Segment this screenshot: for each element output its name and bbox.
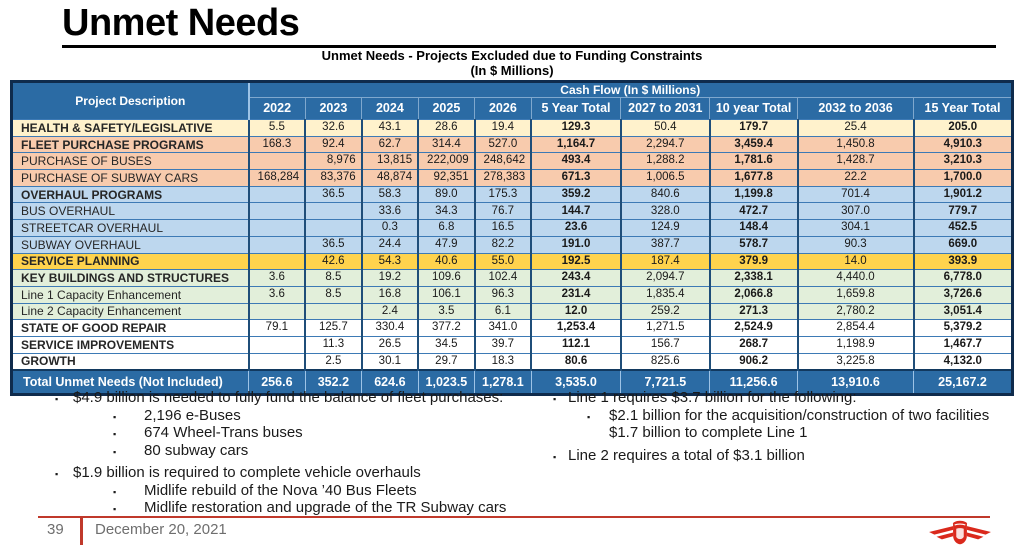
cell-value: 5.5 xyxy=(249,120,306,137)
cell-value: 58.3 xyxy=(362,186,419,203)
column-header: 2026 xyxy=(475,98,532,120)
row-label: Line 2 Capacity Enhancement xyxy=(12,303,249,320)
cell-value: 1,199.8 xyxy=(710,186,798,203)
cell-value xyxy=(249,303,306,320)
cell-value: 1,023.5 xyxy=(418,370,475,395)
cell-value: 377.2 xyxy=(418,320,475,337)
cell-value: 16.5 xyxy=(475,220,532,237)
cell-value: 2,094.7 xyxy=(621,270,710,287)
table-row xyxy=(12,220,1013,237)
table-row xyxy=(12,236,1013,253)
cell-value: 2,524.9 xyxy=(710,320,798,337)
cell-value: 26.5 xyxy=(362,336,419,353)
cell-value: 387.7 xyxy=(621,236,710,253)
cell-value: 6.8 xyxy=(418,220,475,237)
cell-value: 47.9 xyxy=(418,236,475,253)
cell-value: 14.0 xyxy=(798,253,914,270)
cell-value: 106.1 xyxy=(418,286,475,303)
footer-separator-bar xyxy=(80,518,83,545)
cell-value: 92,351 xyxy=(418,170,475,187)
bullet-text: $1.7 billion to complete Line 1 xyxy=(609,424,808,441)
bullet-marker-icon: ▪ xyxy=(587,411,591,422)
cell-value: 3,225.8 xyxy=(798,353,914,370)
bullet-text: 2,196 e-Buses xyxy=(144,406,241,424)
cell-value: 268.7 xyxy=(710,336,798,353)
bullet-text: Line 1 requires $3.7 billion for the following: xyxy=(568,389,857,406)
table-header-row-top xyxy=(12,82,1013,98)
cell-value: 278,383 xyxy=(475,170,532,187)
cell-value: 5,379.2 xyxy=(914,320,1013,337)
cell-value: 156.7 xyxy=(621,336,710,353)
cell-value: 80.6 xyxy=(531,353,621,370)
cell-value xyxy=(249,153,306,170)
cell-value: 29.7 xyxy=(418,353,475,370)
cell-value xyxy=(249,353,306,370)
cell-value: 3,210.3 xyxy=(914,153,1013,170)
cell-value: 243.4 xyxy=(531,270,621,287)
bullet-item xyxy=(45,443,535,461)
cell-value: 124.9 xyxy=(621,220,710,237)
cell-value: 187.4 xyxy=(621,253,710,270)
cell-value: 175.3 xyxy=(475,186,532,203)
cell-value: 42.6 xyxy=(305,253,362,270)
cell-value: 527.0 xyxy=(475,136,532,153)
cell-value: 256.6 xyxy=(249,370,306,395)
cell-value: 11.3 xyxy=(305,336,362,353)
cell-value: 3.5 xyxy=(418,303,475,320)
bullet-marker-icon: ▪ xyxy=(55,394,59,404)
cell-value: 25,167.2 xyxy=(914,370,1013,395)
bullet-marker-icon: ▪ xyxy=(113,446,117,457)
bullet-item xyxy=(45,483,535,501)
cell-value: 79.1 xyxy=(249,320,306,337)
cell-value: 19.4 xyxy=(475,120,532,137)
table-caption: Unmet Needs - Projects Excluded due to Funding Constraints xyxy=(321,48,703,63)
bullet-text: Midlife restoration and upgrade of the TR Subway cars xyxy=(144,499,507,516)
cell-value xyxy=(249,186,306,203)
bullet-marker-icon: ▪ xyxy=(55,469,59,479)
cell-value: 192.5 xyxy=(531,253,621,270)
cell-value: 23.6 xyxy=(531,220,621,237)
cell-value: 2.4 xyxy=(362,303,419,320)
cell-value: 1,781.6 xyxy=(710,153,798,170)
cell-value: 89.0 xyxy=(418,186,475,203)
cell-value: 2,854.4 xyxy=(798,320,914,337)
cell-value: 48,874 xyxy=(362,170,419,187)
cell-value: 393.9 xyxy=(914,253,1013,270)
row-label: SERVICE IMPROVEMENTS xyxy=(12,336,249,353)
cell-value: 191.0 xyxy=(531,236,621,253)
cell-value: 1,278.1 xyxy=(475,370,532,395)
cell-value: 671.3 xyxy=(531,170,621,187)
cell-value: 148.4 xyxy=(710,220,798,237)
cell-value: 13,910.6 xyxy=(798,370,914,395)
cell-value: 4,440.0 xyxy=(798,270,914,287)
cell-value: 32.6 xyxy=(305,120,362,137)
bullet-marker-icon: ▪ xyxy=(553,394,557,404)
table-row xyxy=(12,286,1013,303)
bullet-list-right xyxy=(545,385,1020,465)
cell-value: 76.7 xyxy=(475,203,532,220)
cell-value: 12.0 xyxy=(531,303,621,320)
cell-value: 33.6 xyxy=(362,203,419,220)
cell-value: 701.4 xyxy=(798,186,914,203)
cell-value: 40.6 xyxy=(418,253,475,270)
bullet-text: $1.9 billion is required to complete vehicle overhauls xyxy=(73,464,421,481)
column-header: 2032 to 2036 xyxy=(798,98,914,120)
cell-value xyxy=(305,303,362,320)
cell-value xyxy=(249,253,306,270)
cell-value xyxy=(249,203,306,220)
bullet-item xyxy=(45,465,535,483)
column-header: 2022 xyxy=(249,98,306,120)
ttc-logo-icon xyxy=(928,519,992,546)
cell-value: 1,288.2 xyxy=(621,153,710,170)
cell-value: 3.6 xyxy=(249,286,306,303)
cell-value: 1,467.7 xyxy=(914,336,1013,353)
cell-value: 0.3 xyxy=(362,220,419,237)
cell-value: 624.6 xyxy=(362,370,419,395)
cell-value: 22.2 xyxy=(798,170,914,187)
cell-value: 28.6 xyxy=(418,120,475,137)
table-row xyxy=(12,136,1013,153)
cell-value: 36.5 xyxy=(305,186,362,203)
cell-value: 3,051.4 xyxy=(914,303,1013,320)
cell-value: 352.2 xyxy=(305,370,362,395)
cell-value: 259.2 xyxy=(621,303,710,320)
page-title: Unmet Needs xyxy=(62,2,300,44)
page-number: 39 xyxy=(47,521,64,538)
cell-value: 330.4 xyxy=(362,320,419,337)
bullet-marker-icon: ▪ xyxy=(113,429,117,439)
table-row xyxy=(12,320,1013,337)
bullet-text: $2.1 billion for the acquisition/construction of two facilities xyxy=(609,406,990,424)
cell-value: 493.4 xyxy=(531,153,621,170)
column-header: 2024 xyxy=(362,98,419,120)
cell-value: 90.3 xyxy=(798,236,914,253)
cell-value: 6,778.0 xyxy=(914,270,1013,287)
cell-value: 1,253.4 xyxy=(531,320,621,337)
cell-value: 39.7 xyxy=(475,336,532,353)
bullet-marker-icon: ▪ xyxy=(113,411,117,422)
cell-value: 359.2 xyxy=(531,186,621,203)
cell-value: 304.1 xyxy=(798,220,914,237)
cell-value: 83,376 xyxy=(305,170,362,187)
cell-value: 168.3 xyxy=(249,136,306,153)
table-body xyxy=(12,120,1013,395)
cell-value xyxy=(249,236,306,253)
table-row xyxy=(12,353,1013,370)
row-label: Line 1 Capacity Enhancement xyxy=(12,286,249,303)
bullet-text: 674 Wheel-Trans buses xyxy=(144,424,303,441)
unmet-needs-table-wrap xyxy=(10,80,1014,396)
table-row xyxy=(12,120,1013,137)
table-row xyxy=(12,203,1013,220)
cell-value: 779.7 xyxy=(914,203,1013,220)
cell-value: 341.0 xyxy=(475,320,532,337)
table-row xyxy=(12,303,1013,320)
cell-value: 1,164.7 xyxy=(531,136,621,153)
cell-value: 96.3 xyxy=(475,286,532,303)
cell-value: 1,428.7 xyxy=(798,153,914,170)
bullet-marker-icon: ▪ xyxy=(553,451,557,462)
cell-value: 840.6 xyxy=(621,186,710,203)
bullet-text: 80 subway cars xyxy=(144,441,249,459)
cell-value: 109.6 xyxy=(418,270,475,287)
cell-value: 92.4 xyxy=(305,136,362,153)
cell-value: 1,450.8 xyxy=(798,136,914,153)
cell-value: 54.3 xyxy=(362,253,419,270)
bullet-marker-icon: ▪ xyxy=(113,504,117,514)
cell-value xyxy=(249,336,306,353)
cell-value: 4,910.3 xyxy=(914,136,1013,153)
bullet-item xyxy=(45,500,535,518)
row-label: OVERHAUL PROGRAMS xyxy=(12,186,249,203)
cell-value: 62.7 xyxy=(362,136,419,153)
cell-value: 2.5 xyxy=(305,353,362,370)
cell-value: 472.7 xyxy=(710,203,798,220)
cell-value: 36.5 xyxy=(305,236,362,253)
column-header: 10 year Total xyxy=(710,98,798,120)
row-label: SERVICE PLANNING xyxy=(12,253,249,270)
cell-value: 1,700.0 xyxy=(914,170,1013,187)
footer-divider-line xyxy=(38,516,990,518)
row-label: PURCHASE OF SUBWAY CARS xyxy=(12,170,249,187)
cell-value xyxy=(305,203,362,220)
cell-value: 6.1 xyxy=(475,303,532,320)
bullet-marker-icon: ▪ xyxy=(113,486,117,497)
cell-value: 30.1 xyxy=(362,353,419,370)
cell-value: 1,835.4 xyxy=(621,286,710,303)
cell-value xyxy=(305,220,362,237)
unmet-needs-table xyxy=(10,80,1014,396)
column-header-cash-flow: Cash Flow (In $ Millions) xyxy=(249,82,1013,98)
cell-value: 825.6 xyxy=(621,353,710,370)
bullet-item xyxy=(45,425,535,443)
row-label: SUBWAY OVERHAUL xyxy=(12,236,249,253)
table-row xyxy=(12,170,1013,187)
cell-value: 328.0 xyxy=(621,203,710,220)
bullet-item xyxy=(545,448,1020,466)
cell-value: 112.1 xyxy=(531,336,621,353)
cell-value: 7,721.5 xyxy=(621,370,710,395)
bullet-item xyxy=(545,390,1020,408)
table-row xyxy=(12,186,1013,203)
cell-value: 1,677.8 xyxy=(710,170,798,187)
cell-value: 307.0 xyxy=(798,203,914,220)
cell-value: 1,198.9 xyxy=(798,336,914,353)
cell-value: 25.4 xyxy=(798,120,914,137)
cell-value xyxy=(249,220,306,237)
cell-value: 129.3 xyxy=(531,120,621,137)
cell-value: 4,132.0 xyxy=(914,353,1013,370)
cell-value: 24.4 xyxy=(362,236,419,253)
row-label: FLEET PURCHASE PROGRAMS xyxy=(12,136,249,153)
row-label: KEY BUILDINGS AND STRUCTURES xyxy=(12,270,249,287)
cell-value: 271.3 xyxy=(710,303,798,320)
cell-value: 179.7 xyxy=(710,120,798,137)
row-label: STREETCAR OVERHAUL xyxy=(12,220,249,237)
cell-value: 669.0 xyxy=(914,236,1013,253)
cell-value: 248,642 xyxy=(475,153,532,170)
cell-value: 16.8 xyxy=(362,286,419,303)
table-row xyxy=(12,270,1013,287)
table-caption-units: (In $ Millions) xyxy=(470,63,554,78)
cell-value: 3,726.6 xyxy=(914,286,1013,303)
row-label: STATE OF GOOD REPAIR xyxy=(12,320,249,337)
cell-value: 19.2 xyxy=(362,270,419,287)
table-row xyxy=(12,253,1013,270)
row-label: Total Unmet Needs (Not Included) xyxy=(12,370,249,395)
cell-value: 102.4 xyxy=(475,270,532,287)
cell-value: 314.4 xyxy=(418,136,475,153)
cell-value: 50.4 xyxy=(621,120,710,137)
row-label: HEALTH & SAFETY/LEGISLATIVE xyxy=(12,120,249,137)
column-header: 2027 to 2031 xyxy=(621,98,710,120)
footer-date: December 20, 2021 xyxy=(95,521,227,538)
table-row xyxy=(12,336,1013,353)
cell-value: 8.5 xyxy=(305,286,362,303)
bullet-text: $4.9 billion is needed to fully fund the balance of fleet purchases: xyxy=(73,389,504,406)
cell-value: 34.3 xyxy=(418,203,475,220)
row-label: PURCHASE OF BUSES xyxy=(12,153,249,170)
bullet-list-left xyxy=(45,385,535,518)
cell-value: 11,256.6 xyxy=(710,370,798,395)
cell-value: 222,009 xyxy=(418,153,475,170)
cell-value: 1,659.8 xyxy=(798,286,914,303)
cell-value: 2,294.7 xyxy=(621,136,710,153)
column-header: 5 Year Total xyxy=(531,98,621,120)
cell-value: 125.7 xyxy=(305,320,362,337)
bullet-text: Midlife rebuild of the Nova ’40 Bus Fleets xyxy=(144,481,417,499)
column-header: 15 Year Total xyxy=(914,98,1013,120)
cell-value: 1,271.5 xyxy=(621,320,710,337)
cell-value: 3,459.4 xyxy=(710,136,798,153)
cell-value: 906.2 xyxy=(710,353,798,370)
row-label: GROWTH xyxy=(12,353,249,370)
column-header: 2025 xyxy=(418,98,475,120)
bullet-item xyxy=(545,408,1020,426)
cell-value: 144.7 xyxy=(531,203,621,220)
bullet-text: Line 2 requires a total of $3.1 billion xyxy=(568,446,805,464)
table-row xyxy=(12,153,1013,170)
cell-value: 205.0 xyxy=(914,120,1013,137)
cell-value: 2,780.2 xyxy=(798,303,914,320)
cell-value: 13,815 xyxy=(362,153,419,170)
bullet-item xyxy=(45,390,535,408)
cell-value: 8,976 xyxy=(305,153,362,170)
cell-value: 231.4 xyxy=(531,286,621,303)
row-label: BUS OVERHAUL xyxy=(12,203,249,220)
cell-value: 578.7 xyxy=(710,236,798,253)
cell-value: 43.1 xyxy=(362,120,419,137)
cell-value: 2,066.8 xyxy=(710,286,798,303)
bullet-item xyxy=(45,408,535,426)
cell-value: 168,284 xyxy=(249,170,306,187)
cell-value: 1,901.2 xyxy=(914,186,1013,203)
cell-value: 2,338.1 xyxy=(710,270,798,287)
cell-value: 82.2 xyxy=(475,236,532,253)
column-header-project-description: Project Description xyxy=(12,82,249,120)
cell-value: 34.5 xyxy=(418,336,475,353)
cell-value: 8.5 xyxy=(305,270,362,287)
cell-value: 3.6 xyxy=(249,270,306,287)
bullet-item xyxy=(545,425,1020,443)
cell-value: 379.9 xyxy=(710,253,798,270)
cell-value: 55.0 xyxy=(475,253,532,270)
cell-value: 3,535.0 xyxy=(531,370,621,395)
cell-value: 1,006.5 xyxy=(621,170,710,187)
cell-value: 18.3 xyxy=(475,353,532,370)
cell-value: 452.5 xyxy=(914,220,1013,237)
column-header: 2023 xyxy=(305,98,362,120)
